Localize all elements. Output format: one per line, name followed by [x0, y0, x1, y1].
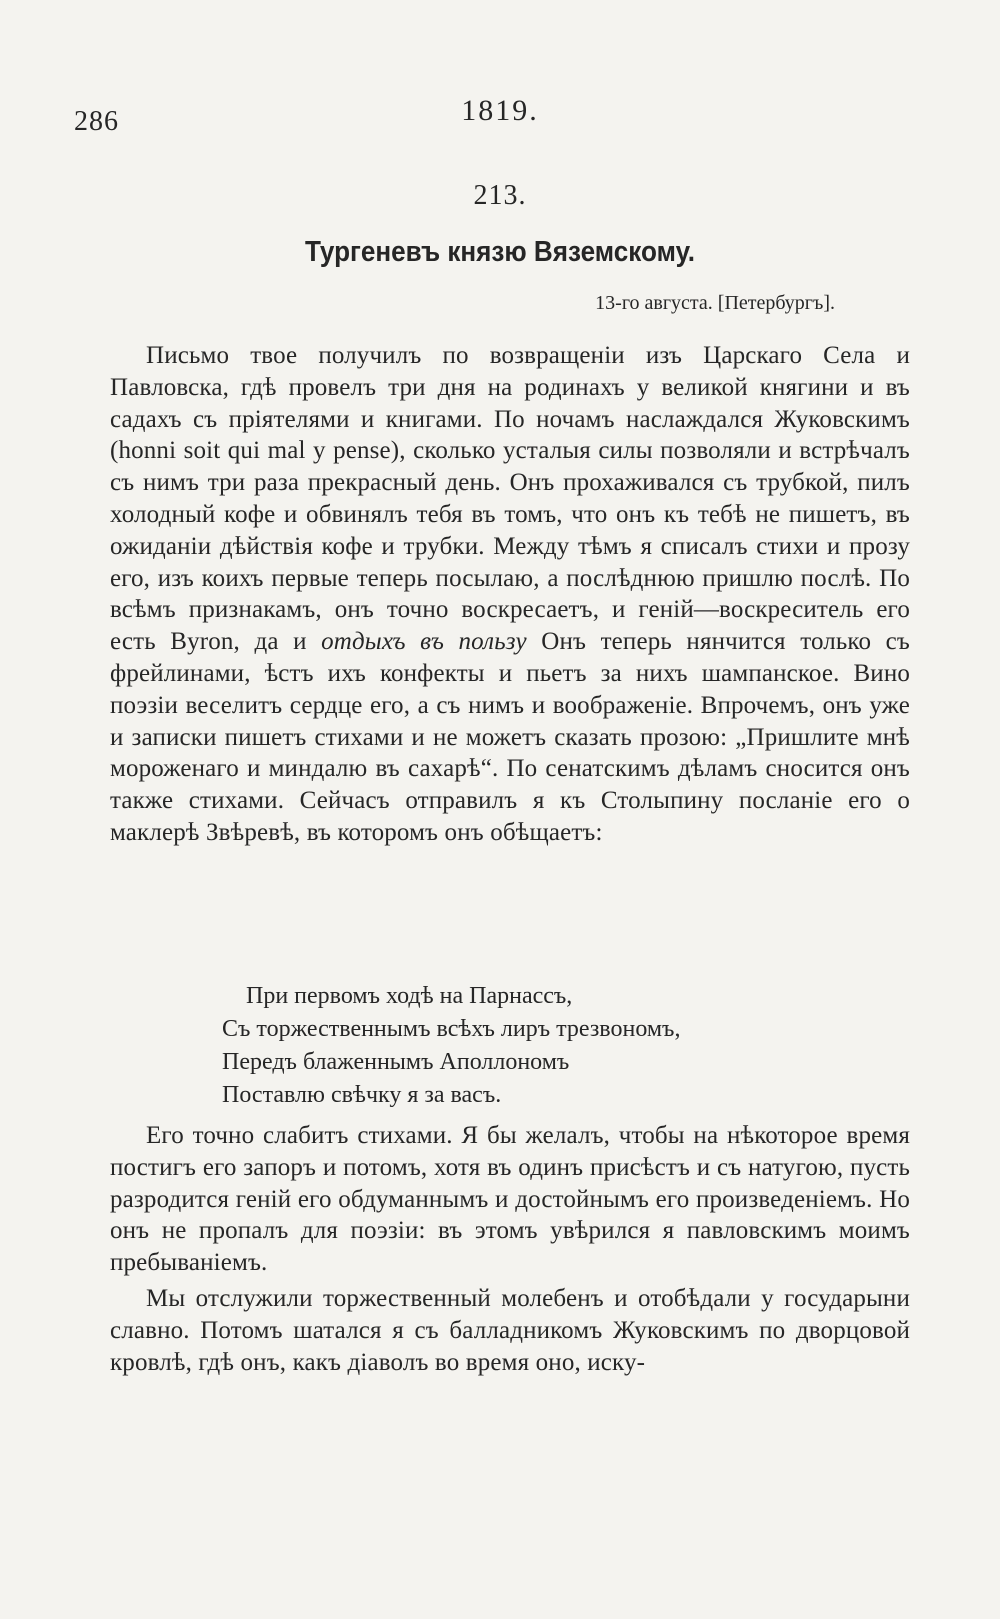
verse-line: Передъ блаженнымъ Аполлономъ	[222, 1049, 570, 1075]
paragraph-1	[110, 340, 910, 849]
running-head	[0, 94, 1000, 137]
running-head-year: 1819.	[461, 94, 539, 127]
verse-line: При первомъ ходѣ на Парнассъ,	[246, 983, 573, 1009]
letter-number: 213.	[473, 180, 527, 211]
letter-dateline: 13-го августа. [Петербургъ].	[595, 292, 835, 314]
letter-title: Тургеневъ князю Вяземскому.	[304, 236, 696, 268]
verse-quote	[222, 980, 680, 1112]
page-number: 286	[74, 106, 119, 137]
letter-body-part-2	[110, 1120, 910, 1378]
paragraph-1-italic: отдыхъ въ пользу	[321, 628, 527, 656]
paragraph-1-text-b: Онъ теперь нянчится только съ фрейлинами, ѣстъ ихъ конфекты и пьетъ за нихъ шампанское. Вино поэзіи веселитъ сердце его, а съ нимъ и воображеніе. Впрочемъ, онъ уже и записки пишетъ стихами и не можетъ сказать прозою: „Пришлите мнѣ мороженаго и миндалю въ сахарѣ“. По сенатскимъ дѣламъ сносится онъ также стихами. Сейчасъ отправилъ я къ Столыпину посланіе его о маклерѣ Звѣревѣ, въ которомъ онъ обѣщаетъ:	[110, 628, 910, 846]
letter-body-part-1	[110, 340, 910, 849]
verse-line: Поставлю свѣчку я за васъ.	[222, 1082, 502, 1108]
verse-line: Съ торжественнымъ всѣхъ лиръ трезвономъ,	[222, 1016, 681, 1042]
paragraph-2: Его точно слабитъ стихами. Я бы желалъ, чтобы на нѣкоторое время постигъ его запоръ и потомъ, хотя въ одинъ присѣстъ и съ натугою, пусть разродится геній его обдуманнымъ и достойнымъ его произведеніемъ. Но онъ не пропалъ для поэзіи: въ этомъ увѣрился я павловскимъ моимъ пребываніемъ.	[110, 1122, 910, 1277]
paragraph-3: Мы отслужили торжественный молебенъ и отобѣдали у государыни славно. Потомъ шатался я съ балладникомъ Жуковскимъ по дворцовой кровлѣ, гдѣ онъ, какъ діаволъ во время оно, иску-	[110, 1284, 910, 1376]
paragraph-1-text-a: Письмо твое получилъ по возвращеніи изъ Царскаго Села и Павловска, гдѣ провелъ три дня на родинахъ у великой княгини и въ садахъ съ пріятелями и книгами. По ночамъ наслаждался Жуковскимъ (honni soit qui mal y pense), сколько усталыя силы позволяли и встрѣчалъ съ нимъ три раза прекрасный день. Онъ прохаживался съ трубкой, пилъ холодный кофе и обвинялъ тебя въ томъ, что онъ къ тебѣ не пишетъ, въ ожиданіи дѣйствія кофе и трубки. Между тѣмъ я списалъ стихи и прозу его, изъ коихъ первые теперь посылаю, а послѣднюю пришлю послѣ. По всѣмъ признакамъ, онъ точно воскресаетъ, и геній—воскреситель его есть Byron, да и	[110, 342, 910, 656]
